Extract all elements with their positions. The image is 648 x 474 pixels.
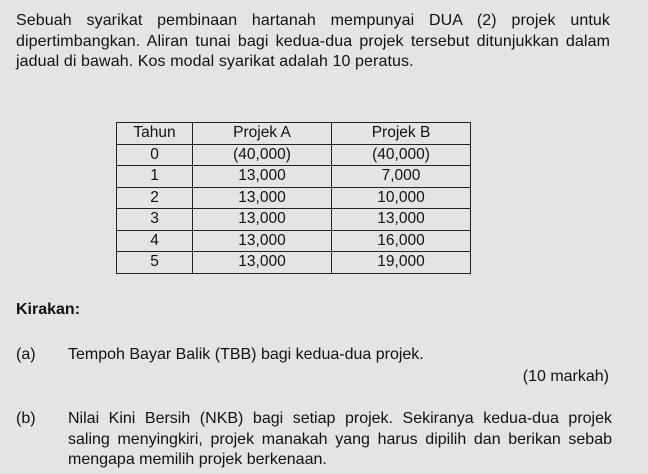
cell-projek-b: 10,000 [332, 187, 471, 209]
cell-projek-a: 13,000 [193, 252, 332, 274]
header-projek-b: Projek B [332, 123, 471, 145]
cell-projek-b: 16,000 [332, 230, 471, 252]
cell-tahun: 4 [117, 230, 193, 252]
cell-projek-b: 13,000 [332, 209, 471, 231]
cell-tahun: 1 [117, 166, 193, 188]
cell-projek-a: 13,000 [193, 230, 332, 252]
table-row [117, 230, 471, 252]
table-row [117, 252, 471, 274]
table-header-row [117, 123, 471, 145]
cell-projek-a: (40,000) [193, 144, 332, 166]
cell-tahun: 5 [117, 252, 193, 274]
cell-projek-a: 13,000 [193, 187, 332, 209]
table-row [117, 187, 471, 209]
cell-projek-b: 19,000 [332, 252, 471, 274]
question-b-text: Nilai Kini Bersih (NKB) bagi setiap projek. Sekiranya kedua-dua projek saling menyingkiri, projek manakah yang harus dipilih dan berikan sebab mengapa memilih projek berkenaan. [68, 410, 612, 468]
question-a-text: Tempoh Bayar Balik (TBB) bagi kedua-dua projek. [68, 346, 424, 363]
table-row [117, 209, 471, 231]
cell-tahun: 0 [117, 144, 193, 166]
cell-projek-b: 7,000 [332, 166, 471, 188]
table-row [117, 166, 471, 188]
question-b-label: (b) [16, 410, 36, 427]
cell-projek-b: (40,000) [332, 144, 471, 166]
instruction-heading: Kirakan: [16, 301, 81, 318]
cell-tahun: 2 [117, 187, 193, 209]
header-tahun: Tahun [117, 123, 193, 145]
table-row [117, 144, 471, 166]
question-a-label: (a) [16, 346, 36, 363]
header-projek-a: Projek A [193, 123, 332, 145]
cash-flow-table [116, 122, 471, 274]
question-a-marks: (10 markah) [522, 368, 609, 385]
cell-projek-a: 13,000 [193, 166, 332, 188]
intro-paragraph: Sebuah syarikat pembinaan hartanah mempunyai DUA (2) projek untuk dipertimbangkan. Aliran tunai bagi kedua-dua projek tersebut ditunjukkan dalam jadual di bawah. Kos modal syarikat adalah 10 peratus. [16, 12, 610, 70]
cell-projek-a: 13,000 [193, 209, 332, 231]
cell-tahun: 3 [117, 209, 193, 231]
